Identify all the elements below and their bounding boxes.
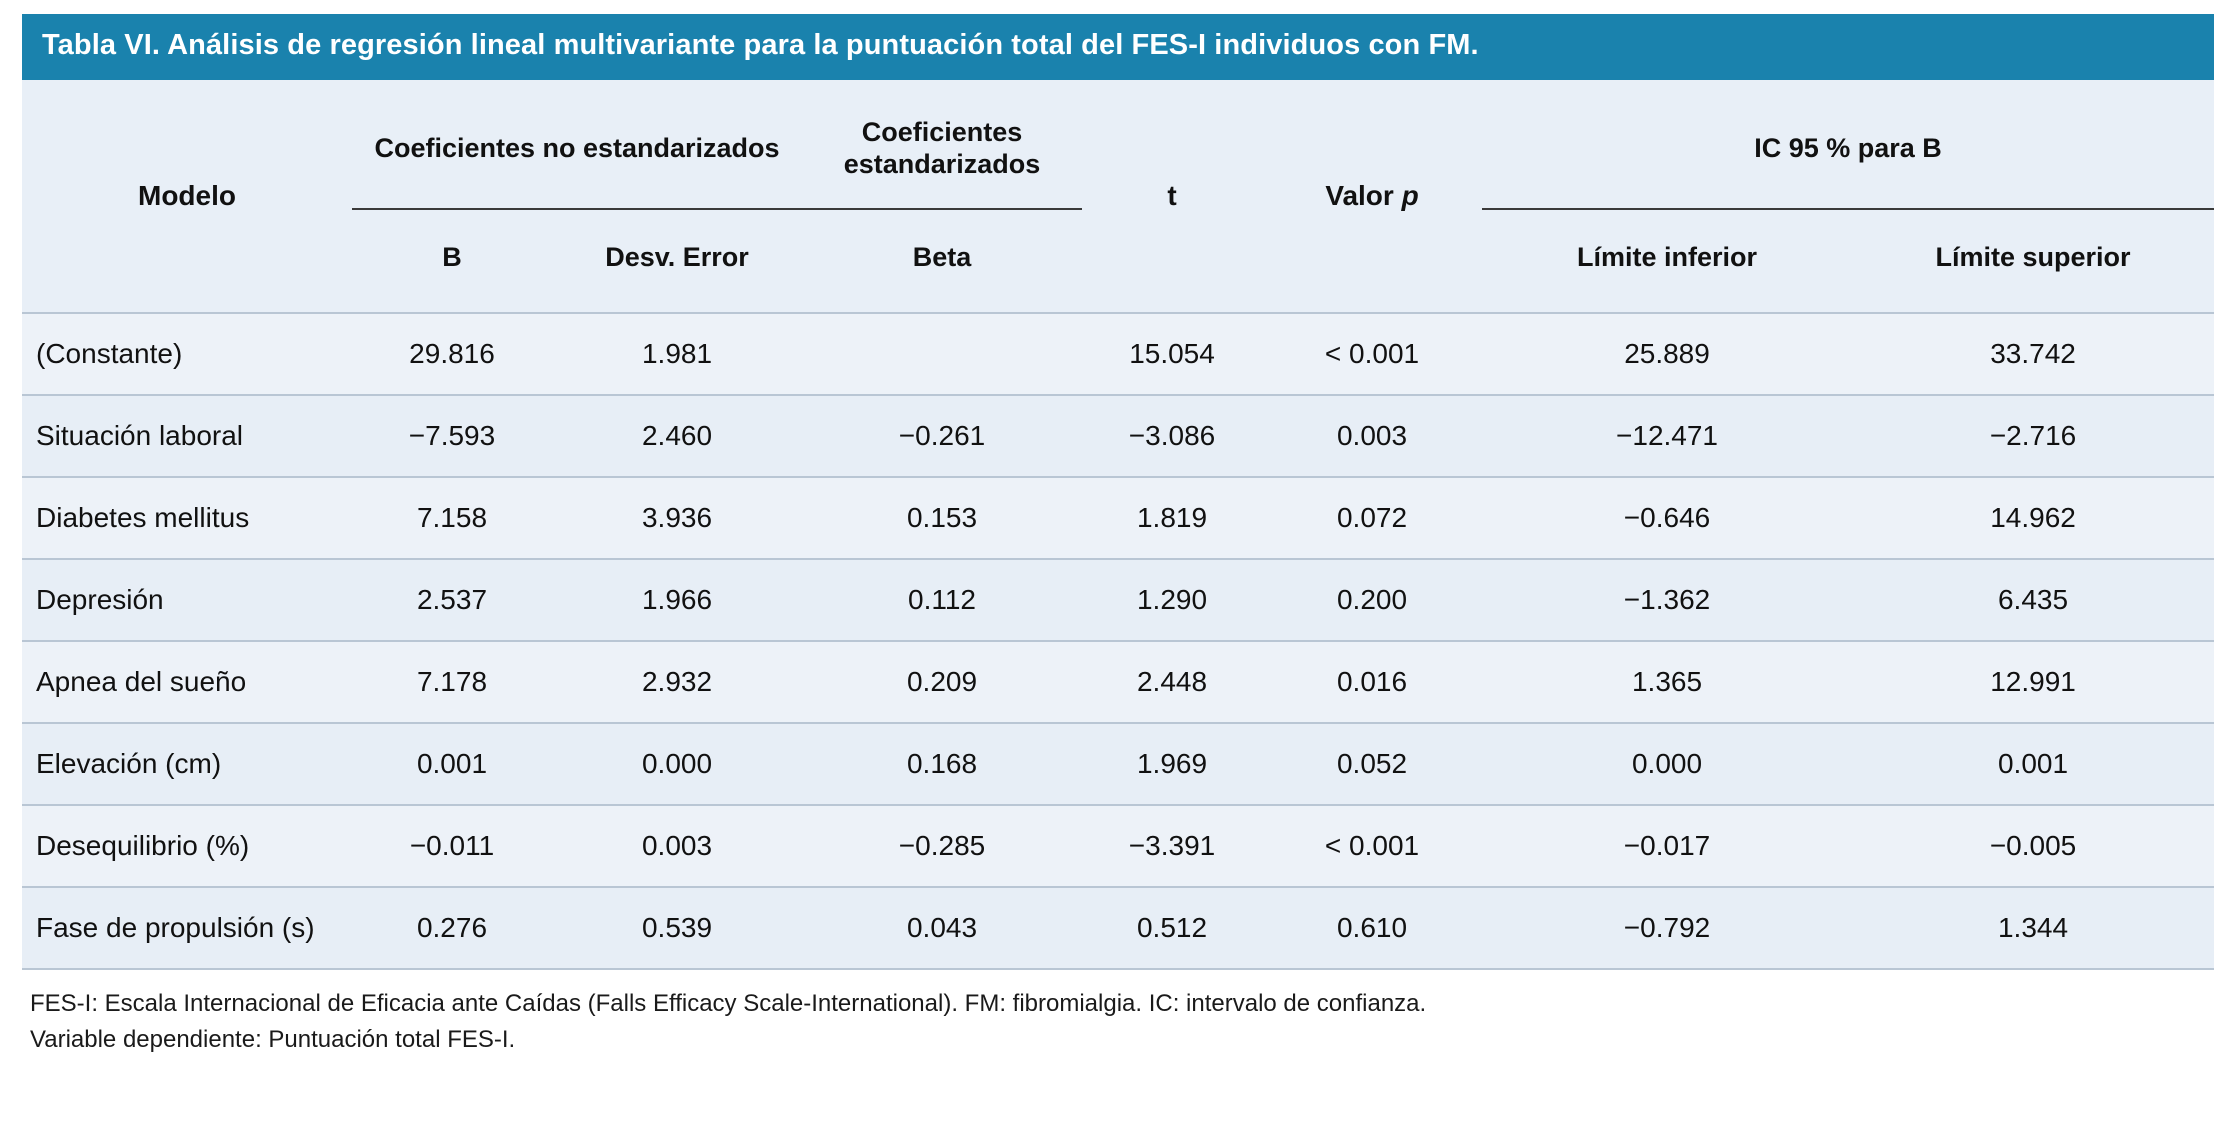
cell-limite-superior: 12.991: [1852, 641, 2214, 723]
cell-beta: −0.285: [802, 805, 1082, 887]
cell-b: 7.178: [352, 641, 552, 723]
cell-limite-inferior: −0.646: [1482, 477, 1852, 559]
header-ic95: IC 95 % para B: [1482, 80, 2214, 209]
table-row: [22, 395, 2214, 477]
table-row: [22, 477, 2214, 559]
cell-modelo: Apnea del sueño: [22, 641, 352, 723]
cell-limite-inferior: −1.362: [1482, 559, 1852, 641]
table-row: [22, 313, 2214, 395]
cell-modelo: Desequilibrio (%): [22, 805, 352, 887]
cell-desv-error: 0.003: [552, 805, 802, 887]
cell-beta: 0.168: [802, 723, 1082, 805]
cell-desv-error: 1.981: [552, 313, 802, 395]
cell-desv-error: 0.539: [552, 887, 802, 969]
cell-limite-inferior: 0.000: [1482, 723, 1852, 805]
cell-modelo: Fase de propulsión (s): [22, 887, 352, 969]
table-footnotes: [22, 986, 2214, 1058]
header-modelo: Modelo: [138, 180, 236, 212]
cell-b: 2.537: [352, 559, 552, 641]
cell-t: 1.969: [1082, 723, 1262, 805]
cell-p: 0.016: [1262, 641, 1482, 723]
header-sub-limite-superior: Límite superior: [1935, 241, 2131, 272]
cell-beta: 0.112: [802, 559, 1082, 641]
cell-p: 0.003: [1262, 395, 1482, 477]
footnote-line-2: Variable dependiente: Puntuación total FES-I.: [30, 1025, 516, 1053]
cell-limite-superior: 0.001: [1852, 723, 2214, 805]
cell-beta: [802, 313, 1082, 395]
header-valor-p-text: Valor: [1325, 180, 1402, 212]
cell-beta: −0.261: [802, 395, 1082, 477]
cell-t: 2.448: [1082, 641, 1262, 723]
cell-p: 0.610: [1262, 887, 1482, 969]
table-row: [22, 559, 2214, 641]
cell-desv-error: 1.966: [552, 559, 802, 641]
cell-t: 0.512: [1082, 887, 1262, 969]
cell-limite-inferior: −0.017: [1482, 805, 1852, 887]
table-row: [22, 641, 2214, 723]
header-sub-beta: Beta: [912, 241, 972, 272]
cell-desv-error: 0.000: [552, 723, 802, 805]
cell-modelo: Situación laboral: [22, 395, 352, 477]
table-header: [22, 80, 2214, 313]
header-valor-p: [1262, 80, 1482, 313]
cell-desv-error: 2.932: [552, 641, 802, 723]
cell-limite-inferior: −12.471: [1482, 395, 1852, 477]
cell-limite-inferior: 1.365: [1482, 641, 1852, 723]
cell-modelo: (Constante): [22, 313, 352, 395]
cell-p: 0.072: [1262, 477, 1482, 559]
table-body: [22, 313, 2214, 969]
table-caption: Tabla VI. Análisis de regresión lineal multivariante para la puntuación total del FES-I individuos con FM.: [22, 14, 2214, 80]
cell-limite-superior: 6.435: [1852, 559, 2214, 641]
cell-b: 0.001: [352, 723, 552, 805]
cell-b: 0.276: [352, 887, 552, 969]
cell-p: < 0.001: [1262, 805, 1482, 887]
cell-limite-superior: 33.742: [1852, 313, 2214, 395]
cell-desv-error: 2.460: [552, 395, 802, 477]
cell-modelo: Elevación (cm): [22, 723, 352, 805]
cell-beta: 0.043: [802, 887, 1082, 969]
cell-limite-superior: −2.716: [1852, 395, 2214, 477]
cell-limite-superior: 14.962: [1852, 477, 2214, 559]
header-coef-estandarizados: Coeficientes estandarizados: [802, 80, 1082, 209]
header-sub-desv-error: Desv. Error: [605, 241, 749, 272]
cell-t: 1.290: [1082, 559, 1262, 641]
table-row: [22, 805, 2214, 887]
cell-desv-error: 3.936: [552, 477, 802, 559]
cell-beta: 0.153: [802, 477, 1082, 559]
table-row: [22, 723, 2214, 805]
header-t: t: [1167, 180, 1177, 212]
cell-b: 29.816: [352, 313, 552, 395]
table-row: [22, 887, 2214, 969]
header-valor-p-symbol: p: [1401, 180, 1419, 212]
cell-p: < 0.001: [1262, 313, 1482, 395]
header-sub-limite-inferior: Límite inferior: [1577, 241, 1758, 272]
cell-limite-inferior: 25.889: [1482, 313, 1852, 395]
cell-p: 0.200: [1262, 559, 1482, 641]
cell-modelo: Diabetes mellitus: [22, 477, 352, 559]
header-sub-b: B: [442, 241, 462, 272]
header-coef-no-estandarizados: Coeficientes no estandarizados: [352, 80, 802, 209]
cell-b: 7.158: [352, 477, 552, 559]
cell-b: −7.593: [352, 395, 552, 477]
cell-limite-superior: −0.005: [1852, 805, 2214, 887]
regression-table: [22, 80, 2214, 970]
cell-t: 1.819: [1082, 477, 1262, 559]
cell-beta: 0.209: [802, 641, 1082, 723]
table-container: [22, 14, 2214, 1058]
cell-limite-superior: 1.344: [1852, 887, 2214, 969]
cell-b: −0.011: [352, 805, 552, 887]
cell-p: 0.052: [1262, 723, 1482, 805]
cell-t: 15.054: [1082, 313, 1262, 395]
cell-modelo: Depresión: [22, 559, 352, 641]
cell-limite-inferior: −0.792: [1482, 887, 1852, 969]
header-row-top: [22, 80, 2214, 209]
cell-t: −3.086: [1082, 395, 1262, 477]
footnote-line-1: FES-I: Escala Internacional de Eficacia ante Caídas (Falls Efficacy Scale-International). FM: fibromialgia. IC: intervalo de confianza.: [30, 989, 1427, 1017]
cell-t: −3.391: [1082, 805, 1262, 887]
